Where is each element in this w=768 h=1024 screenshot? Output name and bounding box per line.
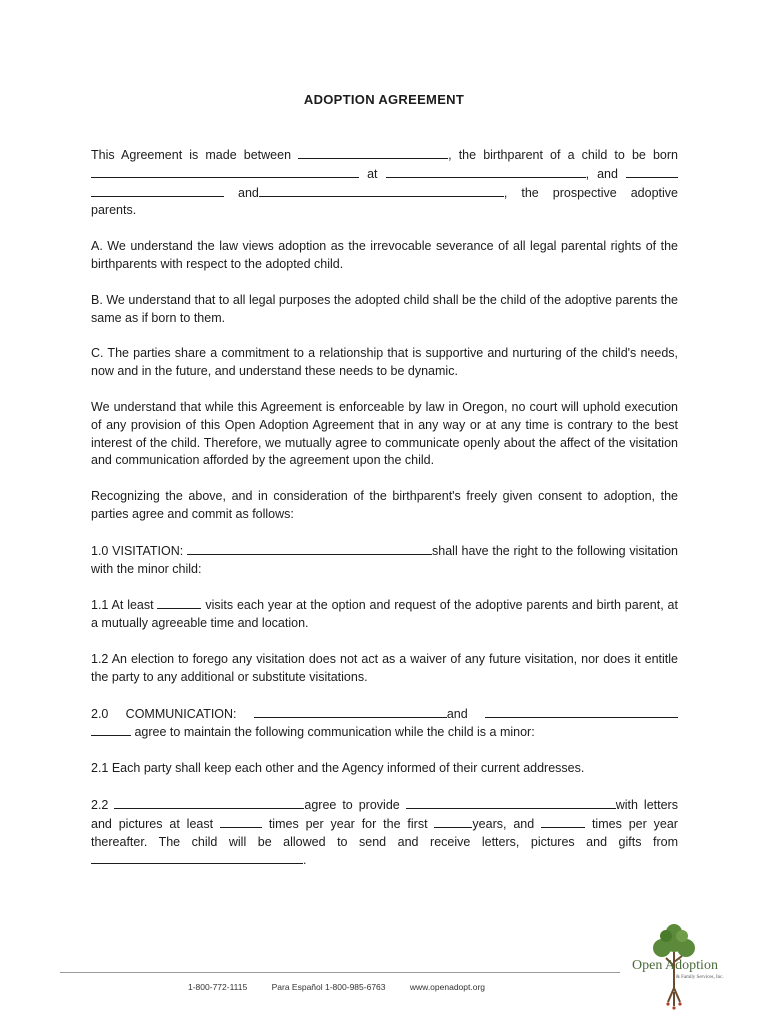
logo-name: Open Adoption xyxy=(632,958,718,973)
section-2-2: 2.2 agree to provide with letters and pictures at least times per year for the first years, and times per year thereafter. The child will be allowed to send and receive letters, pictures and gifts from. xyxy=(91,797,678,868)
visitation-party-blank[interactable] xyxy=(187,542,432,555)
paragraph-b: B. We understand that to all legal purposes the adopted child shall be the child of the adoptive parents the same as if born to them. xyxy=(91,292,678,325)
adoptive-parent-1-blank-a[interactable] xyxy=(626,165,678,178)
intro-paragraph: This Agreement is made between , the birthparent of a child to be born at , and and , the prospective adoptive parents. xyxy=(91,148,678,218)
first-years-blank[interactable] xyxy=(434,815,472,828)
letters-per-year-blank[interactable] xyxy=(220,815,262,828)
section-1-0-visitation: 1.0 VISITATION: shall have the right to the following visitation with the minor child: xyxy=(91,543,679,576)
communication-party-2-blank-a[interactable] xyxy=(485,705,678,718)
footer-website: www.openadopt.org xyxy=(409,982,486,992)
recognizing-paragraph: Recognizing the above, and in consideration of the birthparent's freely given consent to adoption, the parties agree and commit as follows: xyxy=(91,489,678,521)
section-2-0-communication: 2.0 COMMUNICATION: and agree to maintain the following communication while the child is a minor: xyxy=(91,705,678,743)
document-title: ADOPTION AGREEMENT xyxy=(303,92,465,107)
adoptive-parent-2-blank[interactable] xyxy=(259,184,504,197)
footer-divider xyxy=(60,972,620,973)
section-1-1: 1.1 At least visits each year at the option and request of the adoptive parents and birth parent, at a mutually agreeable time and location. xyxy=(91,598,678,631)
footer-spanish-phone: Para Español 1-800-985-6763 xyxy=(271,982,386,992)
adoptive-parent-1-blank-b[interactable] xyxy=(91,184,224,197)
section-1-2: 1.2 An election to forego any visitation does not act as a waiver of any future visitation, nor does it entitle the party to any additional or substitute visitations. xyxy=(91,651,678,684)
paragraph-a: A. We understand the law views adoption as the irrevocable severance of all legal parental rights of the birthparents with respect to the adopted child. xyxy=(91,239,678,271)
letters-provider-blank[interactable] xyxy=(114,796,304,809)
communication-party-1-blank[interactable] xyxy=(254,705,447,718)
footer-phone: 1-800-772-1115 xyxy=(188,982,248,992)
gifts-from-blank[interactable] xyxy=(91,851,303,864)
communication-party-2-blank-b[interactable] xyxy=(91,723,131,736)
paragraph-c: C. The parties share a commitment to a relationship that is supportive and nurturing of the child's needs, now and in the future, and understand these needs to be dynamic. xyxy=(91,346,678,379)
times-thereafter-blank[interactable] xyxy=(541,815,585,828)
logo-subtitle: & Family Services, Inc. xyxy=(676,975,724,980)
agreement-body xyxy=(91,146,678,888)
birthparent-name-blank[interactable] xyxy=(298,146,448,159)
birth-place-blank[interactable] xyxy=(386,165,586,178)
section-2-1: 2.1 Each party shall keep each other and the Agency informed of their current addresses. xyxy=(91,761,585,776)
birth-date-blank[interactable] xyxy=(91,165,359,178)
footer-contacts xyxy=(188,982,507,992)
letters-recipient-blank[interactable] xyxy=(406,796,616,809)
visits-per-year-blank[interactable] xyxy=(157,596,201,609)
oregon-paragraph: We understand that while this Agreement is enforceable by law in Oregon, no court will uphold execution of any provision of this Open Adoption Agreement that in any way or at any time is contrary to the best interest of the child. Therefore, we mutually agree to communicate openly about the affect of the visitation and communication afforded by the agreement upon the child. xyxy=(91,399,678,468)
